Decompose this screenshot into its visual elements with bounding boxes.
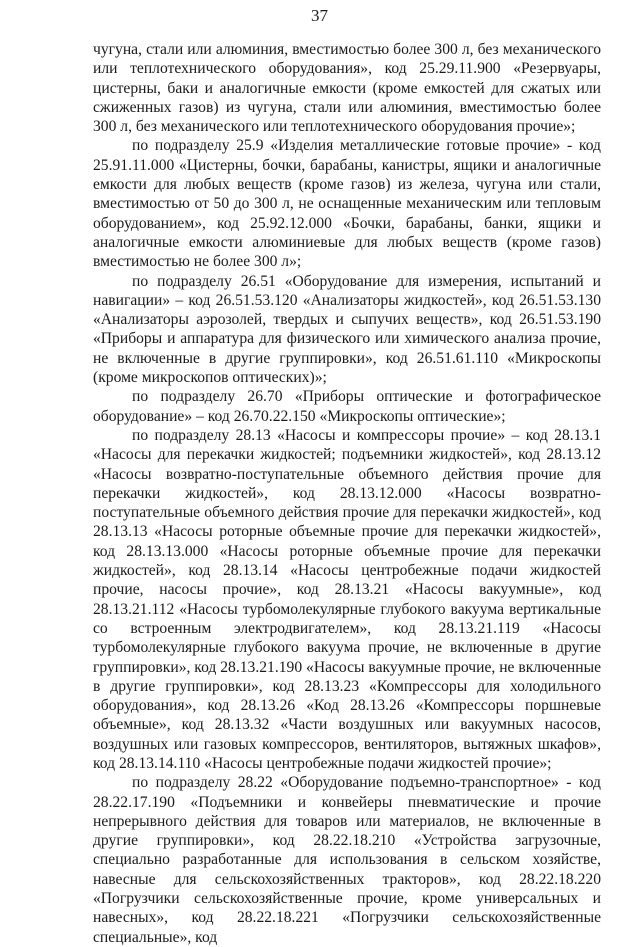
paragraph-subsection-26-51: по подразделу 26.51 «Оборудование для измерения, испытаний и навигации» – код 26.51.53.120 «Анализаторы жидкостей», код 26.51.53.130 «Анализаторы аэрозолей, твердых и сыпучих веществ», код 26.51.53.190 «Приборы и аппаратура для физического или химического анализа прочие, не включенные в другие группировки», код 26.51.61.110 «Микроскопы (кроме микроскопов оптических)»; [93,272,601,387]
page-number: 37 [311,6,328,25]
paragraph-subsection-28-13: по подразделу 28.13 «Насосы и компрессоры прочие» – код 28.13.1 «Насосы для перекачки жидкостей; подъемники жидкостей», код 28.13.12 «Насосы возвратно-поступательные объемного действия прочие для перекачки жидкостей», код 28.13.12.000 «Насосы возвратно-поступательные объемного действия прочие для перекачки жидкостей», код 28.13.13 «Насосы роторные объемные прочие для перекачки жидкостей», код 28.13.13.000 «Насосы роторные объемные прочие для перекачки жидкостей», код 28.13.14 «Насосы центробежные подачи жидкостей прочие, насосы прочие», код 28.13.21 «Насосы вакуумные», код 28.13.21.112 «Насосы турбомолекулярные глубокого вакуума вертикальные со встроенным электродвигателем», код 28.13.21.119 «Насосы турбомолекулярные глубокого вакуума прочие, не включенные в другие группировки», код 28.13.21.190 «Насосы вакуумные прочие, не включенные в другие группировки», код 28.13.23 «Компрессоры для холодильного оборудования», код 28.13.26 «Код 28.13.26 «Компрессоры поршневые объемные», код 28.13.32 «Части воздушных или вакуумных насосов, воздушных или газовых компрессоров, вентиляторов, вытяжных шкафов», код 28.13.14.110 «Насосы центробежные подачи жидкостей прочие»; [93,426,601,772]
paragraph-subsection-28-22: по подразделу 28.22 «Оборудование подъемно-транспортное» - код 28.22.17.190 «Подъемники и конвейеры пневматические и прочие непрерывного действия для товаров или материалов, не включенные в другие группировки», код 28.22.18.210 «Устройства загрузочные, специально разработанные для использования в сельском хозяйстве, навесные для сельскохозяйственных тракторов», код 28.22.18.220 «Погрузчики сельскохозяйственные прочие, кроме универсальных и навесных», код 28.22.18.221 «Погрузчики сельскохозяйственные специальные», код [93,774,601,946]
document-body [93,40,601,947]
paragraph-continuation: чугуна, стали или алюминия, вместимостью более 300 л, без механического или теплотехнического оборудования», код 25.29.11.900 «Резервуары, цистерны, баки и аналогичные емкости (кроме емкостей для сжатых или сжиженных газов) из чугуна, стали или алюминия, вместимостью более 300 л, без механического или теплотехнического оборудования прочие»; [93,41,601,136]
paragraph-subsection-26-70: по подразделу 26.70 «Приборы оптические и фотографическое оборудование» – код 26.70.22.150 «Микроскопы оптические»; [93,388,601,425]
paragraph-subsection-25-9: по подразделу 25.9 «Изделия металлические готовые прочие» - код 25.91.11.000 «Цистерны, бочки, барабаны, канистры, ящики и аналогичные емкости для любых веществ (кроме газов) из железа, чугуна или стали, вместимостью от 50 до 300 л, не оснащенные механическим или тепловым оборудованием», код 25.92.12.000 «Бочки, барабаны, банки, ящики и аналогичные емкости алюминиевые для любых веществ (кроме газов) вместимостью не более 300 л»; [93,137,601,271]
